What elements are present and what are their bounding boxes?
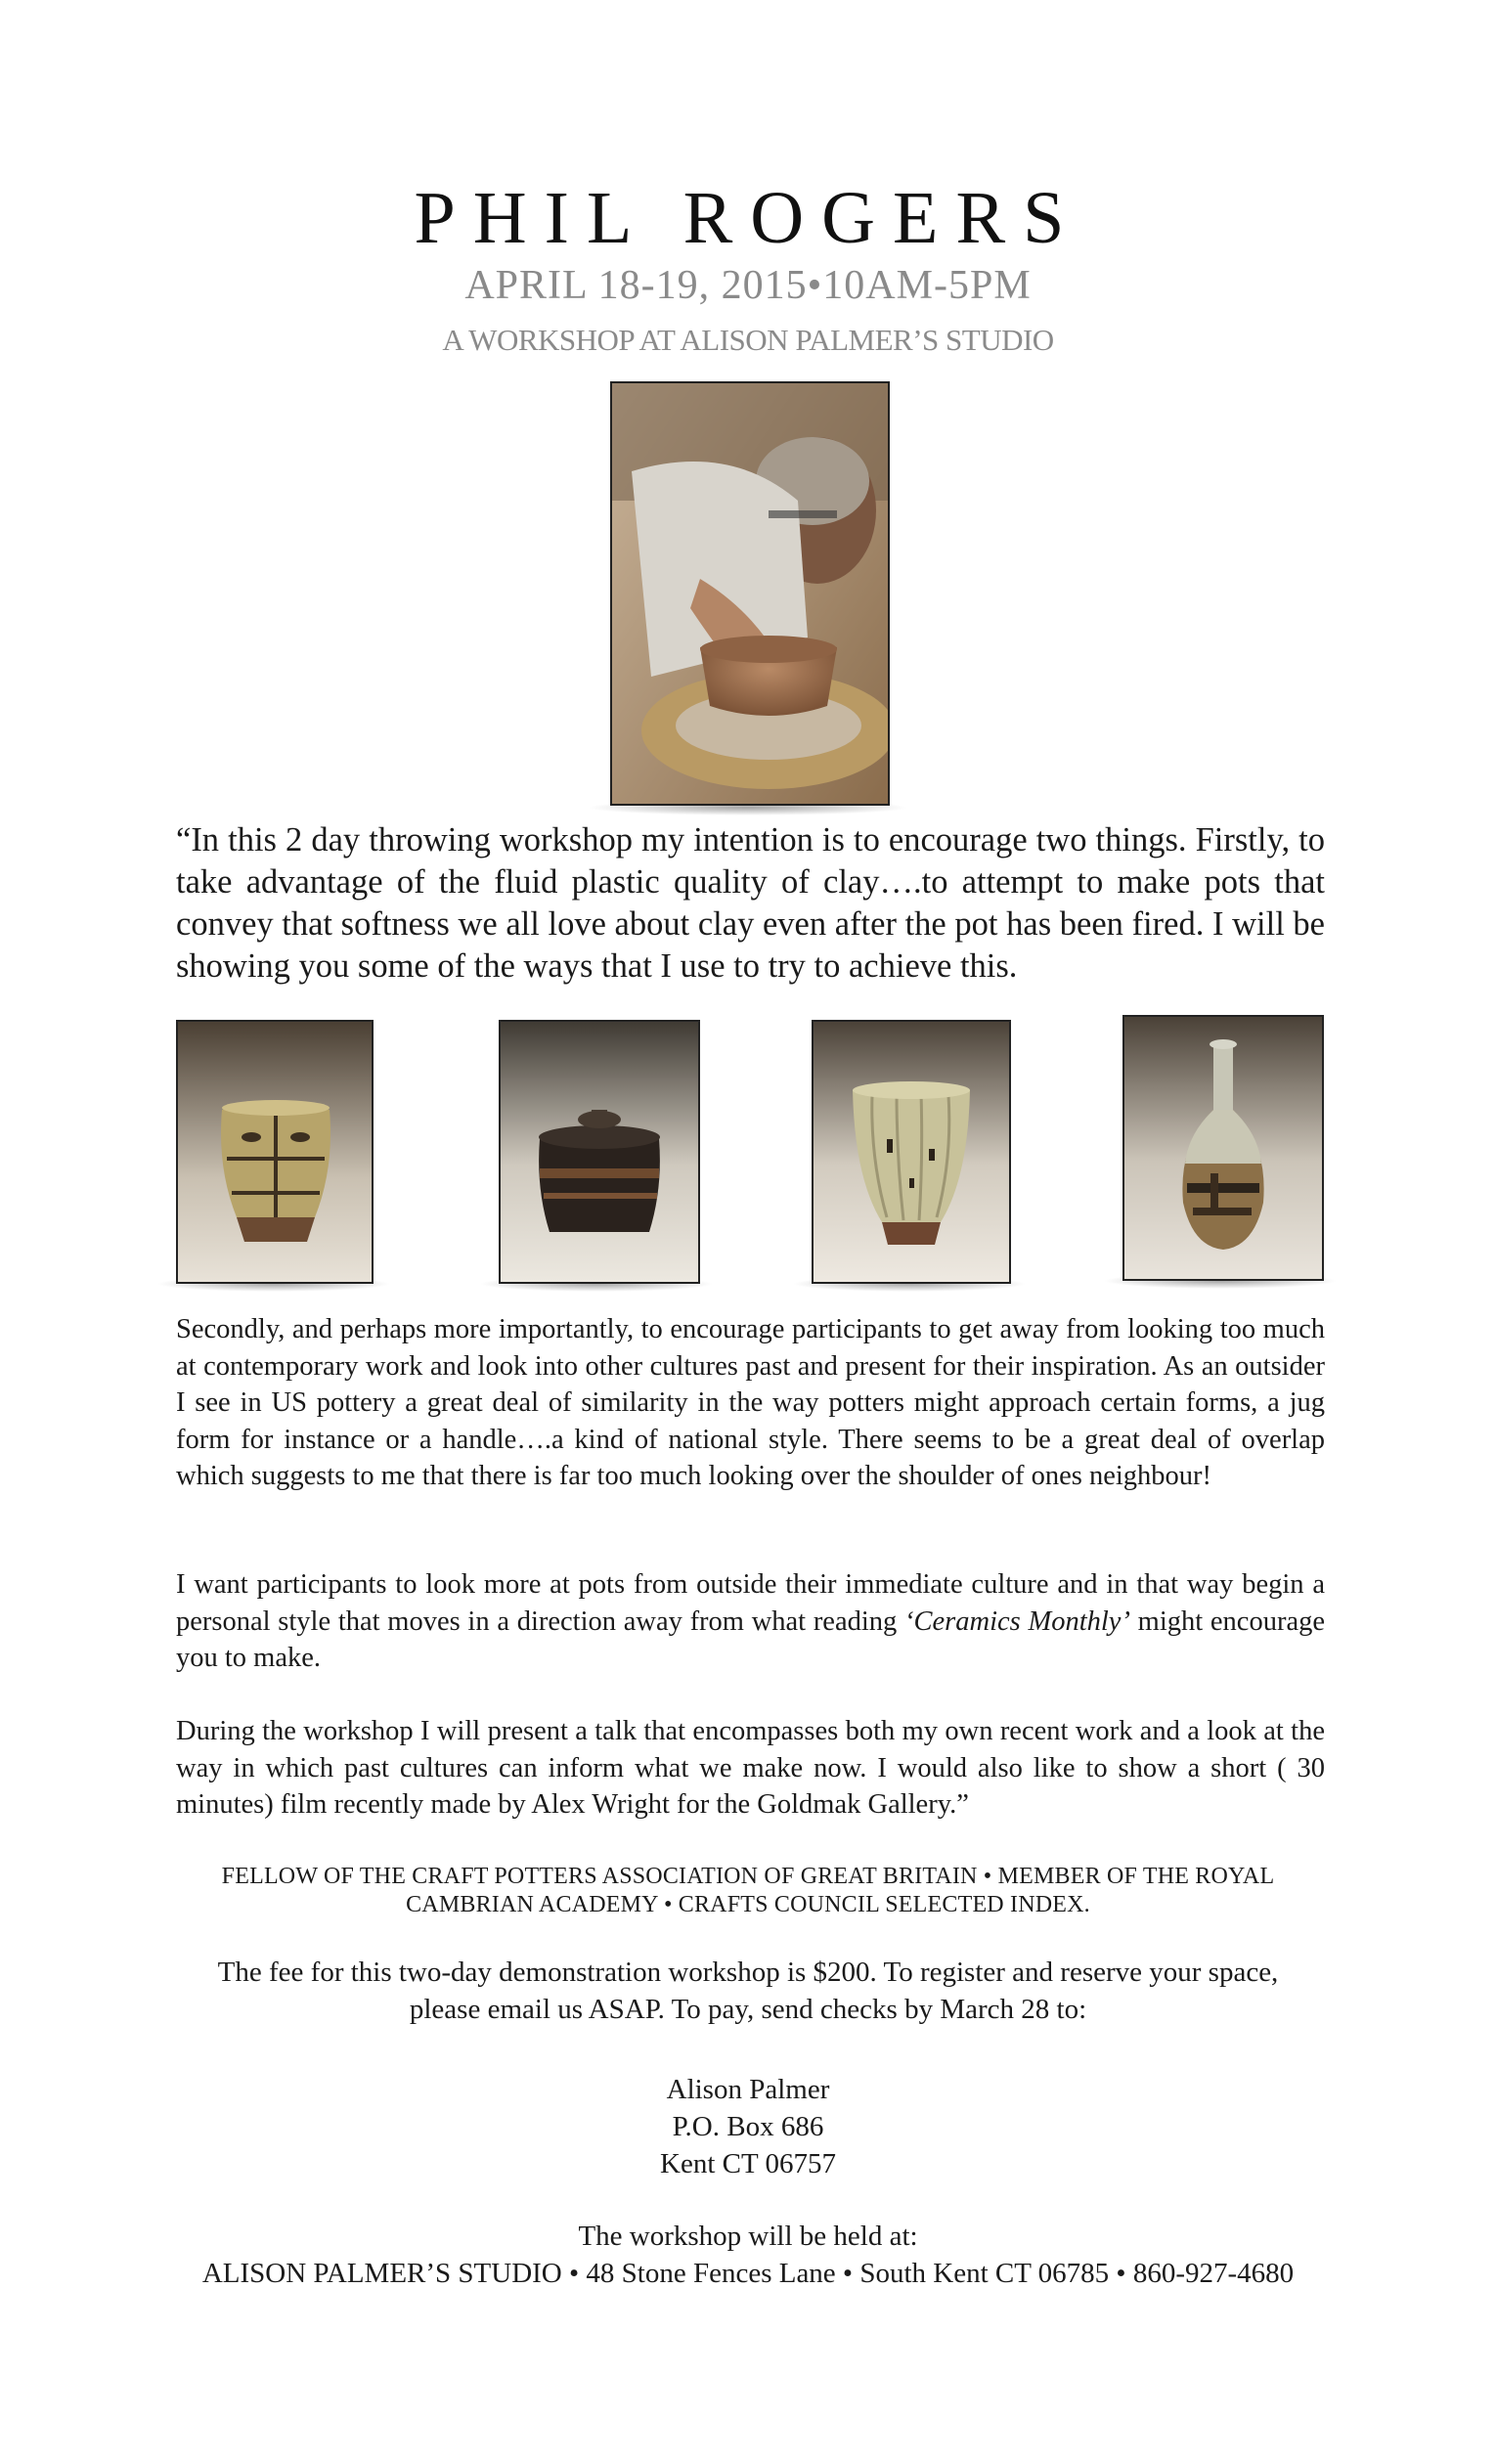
address-city: Kent CT 06757 xyxy=(660,2148,836,2179)
mailing-address xyxy=(0,2071,1496,2182)
fee-info xyxy=(0,1954,1496,2028)
address-name: Alison Palmer xyxy=(666,2074,830,2105)
paragraph-inspiration: Secondly, and perhaps more importantly, to encourage participants to get away from looking too much at contemporary work and look into other cultures past and present for their inspiration. As an outsider I see in US pottery a great deal of similarity in the way potters might approach certain forms, a jug form for instance or a handle….a kind of national style. There seems to be a great deal of overlap which suggests to me that there is far too much looking over the shoulder of ones neighbour! xyxy=(176,1314,1325,1491)
venue-intro: The workshop will be held at: xyxy=(578,2221,918,2252)
magazine-title: ‘Ceramics Monthly’ xyxy=(904,1606,1130,1637)
fee-line: The fee for this two-day demonstration workshop is $200. To register and reserve your space, xyxy=(217,1957,1279,1988)
portrait-photo xyxy=(610,381,890,806)
page-title: PHIL ROGERS xyxy=(414,177,1082,259)
credentials-line: CAMBRIAN ACADEMY • CRAFTS COUNCIL SELECTED INDEX. xyxy=(406,1892,1090,1917)
event-subtitle: A WORKSHOP AT ALISON PALMER’S STUDIO xyxy=(442,323,1054,357)
pot-photo-4 xyxy=(1122,1015,1324,1281)
credentials-line: FELLOW OF THE CRAFT POTTERS ASSOCIATION OF GREAT BRITAIN • MEMBER OF THE ROYAL xyxy=(221,1864,1275,1889)
pot-photo-1 xyxy=(176,1020,374,1284)
pot-photo-2 xyxy=(499,1020,700,1284)
venue-info xyxy=(0,2218,1496,2292)
event-date: APRIL 18-19, 2015•10AM-5PM xyxy=(464,263,1032,308)
address-box: P.O. Box 686 xyxy=(672,2111,824,2142)
paragraph-text: might encourage you to make. xyxy=(176,1606,1325,1673)
credentials xyxy=(0,1863,1496,1919)
paragraph-personal-style xyxy=(176,1566,1325,1677)
venue-details: ALISON PALMER’S STUDIO • 48 Stone Fences Lane • South Kent CT 06785 • 860-927-4680 xyxy=(201,2258,1295,2289)
paragraph-talk: During the workshop I will present a talk that encompasses both my own recent work and a look at the way in which past cultures can inform what we make now. I would also like to show a short ( 30 minutes) film recently made by Alex Wright for the Goldmak Gallery.” xyxy=(176,1716,1325,1820)
workshop-quote: “In this 2 day throwing workshop my intention is to encourage two things. Firstly, to take advantage of the fluid plastic quality of clay….to attempt to make pots that convey that softness we all love about clay even after the pot has been fired. I will be showing you some of the ways that I use to try to achieve this. xyxy=(176,821,1325,985)
pot-photo-3 xyxy=(812,1020,1011,1284)
fee-line: please email us ASAP. To pay, send checks by March 28 to: xyxy=(409,1994,1087,2025)
paragraph-text: I want participants to look more at pots from outside their immediate culture and in that way begin a personal style that moves in a direction away from what reading xyxy=(176,1569,1325,1637)
